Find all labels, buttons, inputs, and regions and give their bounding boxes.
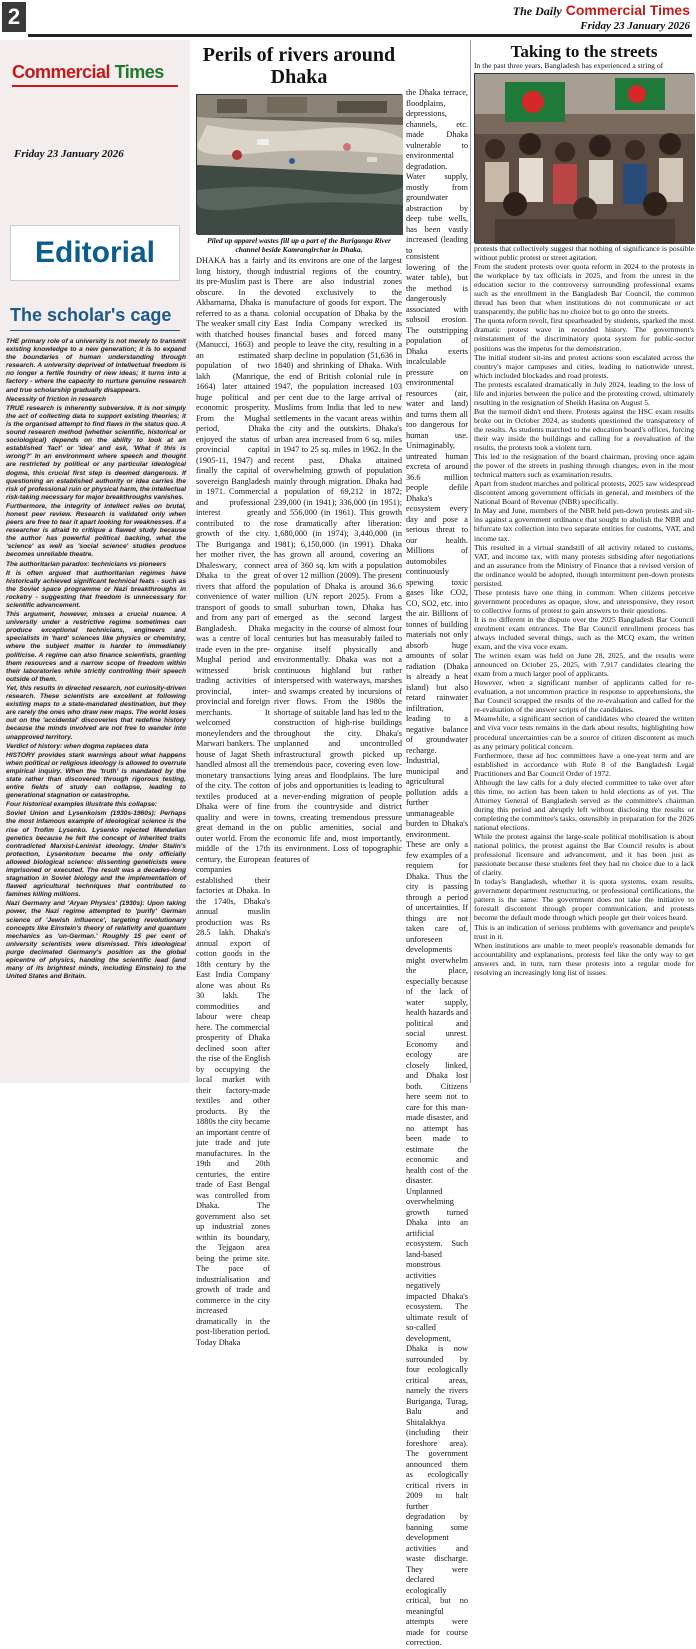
- header-rule: [28, 34, 692, 37]
- column-divider: [470, 40, 471, 1083]
- streets-paragraph: This led to the resignation of the board chairman, proving once again the power of the streets in pushing through changes, even in the most technical matters such as examination results.: [474, 452, 694, 480]
- logo-underline: [12, 85, 178, 87]
- streets-article-title: Taking to the streets: [510, 42, 658, 61]
- editorial-section-box: [10, 225, 180, 281]
- page-number: 2: [2, 2, 26, 32]
- streets-paragraph: This is an indication of serious problems with governance and people's trust in it.: [474, 922, 694, 941]
- river-photo-caption: Piled up apparel wastes fill up a part of the Buriganga River channel beside Kamrangirchar in Dhaka.: [207, 236, 391, 254]
- rivers-column-3-text: consistent lowering of the water table), but the method is dangerously associated with subsoil erosion. The outstripping population of Dhaka exerts incalculable pressure on environmental resources (air, water and land) and turns them all too dangerous for human use. Unimaginably, untreated human excreta of around 36.6 million people defile Dhaka's ecosystem every day and pose a serious threat to our health. Millions of automobiles continuously spewing toxic gases like CO2, CO, SO2, etc. into the air. Billions of tonnes of building materials not only absorb huge amounts of solar radiation (Dhaka is already a heat island) but also retard rainwater infiltration, leading to a negative balance of groundwater recharge. Industrial, municipal and agricultural pollution adds a further unmanageable burden to Dhaka's environment. These are only a few examples of a requiem for Dhaka. Thus the city is passing through a period of uncertainties. If things are not taken care of, unforeseen developments might overwhelm the place, especially because of the lack of water supply, health hazards and political and social unrest. Economy and ecology are closely linked, and Dhaka lost both. Citizens here seem not to care for this man-made disaster, and no attempt has been made to estimate the economic and health cost of the disaster. Unplanned overwhelming growth turned Dhaka into an artificial ecosystem. Such land-based monstrous activities negatively impacted Dhaka's ecosystem. The ultimate result of so-called development, Dhaka is now surrounded by four ecologically critical areas, namely the rivers Buriganga, Turag, Balu and Shitalakhya (including their foreshore area). The government announced them as ecologically critical rivers in 2009 to halt further degradation by banning some development activities and waste discharge. They were declared ecologically critical, but no meaningful attempts were made for course correction.: [406, 252, 468, 1647]
- editorial-paragraph: HISTORY provides stark warnings about what happens when political or religious ideology is allowed to overrule empirical inquiry. When the 'truth' is mandated by the state rather than discovered through rigorous testing, entire fields of study can collapse, leading to generational stagnation or catastrophe.: [6, 751, 186, 800]
- streets-paragraph: The written exam was held on June 28, 2025, and the results were announced on October 25, 2025, with 7,917 candidates clearing the exam from a much larger pool of applicants.: [474, 651, 694, 679]
- editorial-body: [6, 338, 186, 1108]
- logo-text-times: Times: [114, 62, 164, 82]
- rivers-intro-text: the Dhaka terrace, floodplains, depressions, channels, etc. made Dhaka vulnerable to environmental degradation. Water supply, mostly from groundwater abstraction by deep tube wells, has been vastly increased (leading to: [406, 88, 468, 255]
- editorial-subhead: Verdict of history: when dogma replaces data: [6, 742, 149, 750]
- streets-paragraph: The initial student sit-ins and protest actions soon escalated across the country's major campuses and cities, leading to nationwide unrest, which included blockades and road protests.: [474, 352, 694, 380]
- editorial-paragraph: It is often argued that authoritarian regimes have historically achieved significant technical feats - such as the Soviet space programme or Nazi breakthroughs in rocketry - suggesting that freedom is unnecessary for scientific advancement.: [6, 569, 186, 609]
- streets-paragraph: Meanwhile, a significant section of candidates who cleared the written and viva voce tests remains in the dark about results, highlighting how procedural uncertainties can be a source of citizen discontent as much as any primary political concern.: [474, 714, 694, 751]
- rivers-column-2: [274, 256, 402, 1078]
- editorial-subhead: Necessity of friction in research: [6, 395, 107, 403]
- streets-paragraph: Furthermore, these ad hoc committees have a one-year term and are established in accordance with Rule 8 of the Bangladesh Legal Practitioners and Bar Council Order of 1972.: [474, 750, 694, 778]
- river-waste-image: [197, 95, 403, 235]
- streets-paragraph: Although the law calls for a duly elected committee to take over after this time, no action has been taken to hold elections as of yet. The Attorney General of Bangladesh served as the committee's chairman during this period and abruptly left without disclosing the results or completing the committee's tasks, ostensibly in preparation for the 2026 national elections.: [474, 777, 694, 832]
- editorial-title-rule: [10, 330, 180, 331]
- masthead-brand: [513, 2, 690, 20]
- streets-paragraph: The protests escalated dramatically in July 2024, leading to the loss of life and injuries between the police and the protesting crowd, ultimately resulting in the resignation of Sheikh Hasina on August 5.: [474, 379, 694, 407]
- streets-intro: In the past three years, Bangladesh has experienced a string of: [474, 61, 664, 70]
- editorial-paragraph: Yet, this results in directed research, not curiosity-driven research. These scientists are excellent at following existing maps to a state-mandated destination, but they are rarely the ones who draw new maps. The world loses out on the 'accidental' discoveries that redefine history because the minds involved are not free to wander into unapproved territory.: [6, 684, 186, 741]
- streets-paragraph: The quota reform revolt, first spearheaded by students, sparked the most dramatic protest wave in recorded history. The government's reinstatement of the discriminatory quota system for public-sector positions was the impetus for the demonstration.: [474, 316, 694, 353]
- editorial-title: The scholar's cage: [10, 305, 172, 325]
- editorial-paragraph: Four historical examples illustrate this collapse:: [6, 801, 157, 809]
- protest-crowd-image: [475, 74, 695, 244]
- streets-article-body: [474, 244, 694, 1078]
- streets-paragraph: This resulted in a virtual standstill of all activity related to customs, VAT, and income tax, with many protests subsiding after negotiations and an assurance from the Ministry of Finance that a revised version of the ordinance would be adopted, though intermittent pen-down protests persisted.: [474, 542, 694, 588]
- editorial-subhead: The authoritarian paradox: technicians vs pioneers: [6, 560, 167, 568]
- editorial-paragraph: TRUE research is inherently subversive. It is not simply the act of collecting data to support existing theories; it is the organised attempt to find flaws in the status quo. A sound research method (whether scientific, historical or sociological) depends on the ability to look at an established 'fact' or 'idea' and ask, 'What if this is wrong?' In an environment where speech and thought are restricted by political or any particular ideological dogma, this crucial first step is deemed dangerous. If questioning an established authority or idea carries the risk of professional ruin or physical harm, the intellectual risk-taking necessary for major breakthroughs vanishes.: [6, 404, 186, 501]
- editorial-paragraph: Soviet Union and Lysenkoism (1930s-1960s): Perhaps the most infamous example of ideological science is the rise of Trofim Lysenko. Lysenko rejected Mendelian genetics because he felt the concept of inherited traits contradicted Marxist-Leninist ideology. Under Stalin's protection, Lysenkoism became the only officially allowed biological science: dissenting geneticists were imprisoned or executed. The result was a decades-long stagnation in Soviet biology and the implementation of flawed agricultural techniques that contributed to famines killing millions.: [6, 810, 186, 899]
- streets-paragraph: In today's Bangladesh, whether it is quota systems, exam results, government department restructuring, or professional certifications, the pattern is the same: The government does not take the initiative to forestall discontent through proper communication, and protests become the default mode through which people get their voices heard.: [474, 877, 694, 923]
- newspaper-logo: [12, 62, 178, 87]
- sidebar-date: Friday 23 January 2026: [14, 148, 124, 160]
- protest-photo: [474, 73, 694, 243]
- editorial-sidebar: [0, 40, 190, 1083]
- editorial-paragraph: Nazi Germany and 'Aryan Physics' (1930s): Upon taking power, the Nazi regime attempted to 'purify' German science of 'Jewish influence', targeting revolutionary concepts like Einstein's theory of relativity and quantum mechanics as 'un-German.' Roughly 15 per cent of university scientists were dismissed. This ideological purge decimated Germany's position as the global epicentre of physics, handing the scientific lead (and many of its brightest minds, including Einstein) to the United States and Britain.: [6, 900, 186, 981]
- streets-paragraph: protests that collectively suggest that nothing of significance is possible without public protest or street agitation.: [474, 244, 694, 263]
- rivers-column-1-text: DHAKA has a fairly long history, though its pre-Muslim past is obscure. In the Akbarnama, Dhaka is referred to as a thana. The weaker small city with thatched houses (Manucci, 1663) and an estimated population of two lakh (Manrique, 1664) later attained huge political and economic prosperity. From the Mughal period, Dhaka enjoyed the status of provincial capital (1905-11, 1947) and finally the capital of sovereign Bangladesh in 1971. Commercial and professional interest greatly contributed to the growth of the city. The Buriganga and her mother river, the Dhaleswary, connect Dhaka to the great rivers that afford the convenience of water transport of goods to and from any part of Bangladesh. Dhaka was a centre of local trade even in the pre-Mughal period and witnessed brisk trading activities of provincial, inter-provincial and foreign merchants. It welcomed moneylenders and the Marwari bankers. The house of Jagat Sheth handled almost all the monetary transactions of the city. The cotton textiles produced at Dhaka were of fine quality and were in great demand in the outer world. From the middle of the 17th century, the European companies established their factories at Dhaka. In the 1740s, Dhaka's annual muslin production was Rs 28.5 lakh. Dhaka's annual export of cotton goods in the 18th century by the East India Company alone was about Rs 30 lakh. The commodities and labour were cheap here. The commercial prosperity of Dhaka declined soon after the rise of the English by occupying the local market with their factory-made textiles and other products. By the 1880s the city became an important centre of jute trade and jute manufactures. In the 19th and 20th centuries, the entire trade of East Bengal was controlled from Dhaka. The government also set up industrial zones within its boundary, the Tejgaon area being the prime site. The pace of industrialisation and growth of trade and commerce in the city increased dramatically in the post-liberation period. Today Dhaka: [196, 256, 270, 1347]
- masthead-date: Friday 23 January 2026: [580, 20, 690, 32]
- editorial-paragraph: This argument, however, misses a crucial nuance. A university under a restrictive regime sometimes can produce exceptional technicians, engineers and specialists in 'hard' sciences like physics or chemistry, where the subject matter is harder to immediately politicise. A regime can also finance scientists, granting them resources and a narrow scope of freedom within their laboratories while strictly controlling their speech outside of them.: [6, 611, 186, 683]
- masthead-prefix: The Daily: [512, 4, 562, 18]
- river-waste-photo: [196, 94, 402, 234]
- rivers-column-3: [406, 252, 468, 1647]
- streets-paragraph: These protests have one thing in common: When citizens perceive government procedures as opaque, slow, and unresponsive, they resort to collective forms of protest to gain answers to their questions.: [474, 587, 694, 615]
- rivers-column-2-text: and its environs are one of the largest industrial regions of the country. There are also industrial zones devoted exclusively to the manufacture of goods for export. The colonial occupation of Dhaka by the East India Company wrecked its financial bases and forced many people to leave the city, resulting in a sharp decline in population (51,636 in 1840) and shrinking of Dhaka. With the end of British colonial rule in 1947, the population increased 103 per cent due to the large arrival of Muslims from India that led to new settlements in the vacant areas within the city and the outskirts. Dhaka's urban area increased from 6 sq. miles in 1947 to 25 sq. miles in 1962. In the recent past, Dhaka attained overwhelming growth of population mainly through migration. Dhaka had a population of 69,212 in 1872; 239,000 (in 1941); 336,000 (in 1951); and 556,000 (in 1961). This growth rose dramatically after liberation: 1,680,000 (in 1974); 3,440,000 (in 1981); 6,150,000 (in 1991). Dhaka has grown all around, covering an area of 360 sq. km with a population of over 12 million (2009). The present population of Dhaka is around 36.6 million (UN report 2025). From a small suburban town, Dhaka has emerged as the second largest megacity in the course of almost four centuries but has measurably failed to organise itself physically and environmentally. Dhaka was not a continuous highland but rather interspersed with waterways, marshes and swamps created by incursions of river flows. From the 1980s the shortage of suitable land has led to the construction of high-rise buildings throughout the city. Dhaka's unplanned and uncontrolled infrastructural growth picked up tremendous pace, covering even low-lying areas and floodplains. The lure of jobs and opportunities is leading to a never-ending migration of people from the countryside and district towns, creating tremendous pressure on public amenities, social and economic life and, most importantly, its environment. Loss of topographic features of: [274, 256, 402, 864]
- rivers-intro-column: [406, 88, 468, 255]
- logo-text-commercial: Commercial: [12, 62, 111, 82]
- masthead-name: Commercial Times: [565, 2, 690, 18]
- streets-paragraph: Apart from student marches and political protests, 2025 saw widespread discontent among government officials in general, and members of the National Board of Revenue (NBR) specifically.: [474, 479, 694, 507]
- streets-paragraph: While the protest against the large-scale political mobilisation is about national politics, the protest against the Bar Council results is about professional licensure and advancement, and it has been just as passionate because these students feel they had no choice due to a lack of clarity.: [474, 832, 694, 878]
- streets-paragraph: However, when a significant number of applicants called for re-evaluation, a not uncommon practice in response to apprehensions, the Bar Council scrapped the results of the re-evaluation and called for the re-evaluation of the answer scripts of the candidates.: [474, 678, 694, 715]
- streets-paragraph: From the student protests over quota reform in 2024 to the protests in the workplace by tax officials in 2025, and from the unrest in the education sector to the controversy surrounding professional exams such as the enrollment in the Bangladesh Bar Council, the common thread has been that when institutions do not communicate or act transparently, the public has no choice but to go onto the streets.: [474, 262, 694, 317]
- streets-paragraph: But the turmoil didn't end there. Protests against the HSC exam results broke out in October 2024, as students questioned the transparency of the results. As students marched to the education board's offices, forcing their way inside the buildings and calling for a reevaluation of the results, the protests took a violent turn.: [474, 406, 694, 453]
- streets-paragraph: In May and June, members of the NBR held pen-down protests and sit-ins against a government ordinance that sought to abolish the NBR and bifurcate tax collection into two separate entities for customs, VAT, and income tax.: [474, 506, 694, 543]
- streets-paragraph: When institutions are unable to meet people's reasonable demands for accountability and explanations, protests feel like the only way to get answers and, in turn, turn these protests into a regular mode for resolving an increasingly long list of issues.: [474, 940, 694, 977]
- editorial-paragraph: Furthermore, the integrity of intellect relies on brutal, honest peer review. Research is validated only when peers are free to tear it apart looking for weaknesses. If a researcher is afraid to critique a flawed study because the author has powerful political backing, what the 'science' as well as 'social science' studies produce becomes unreliable theatre.: [6, 502, 186, 559]
- rivers-column-1: [196, 256, 270, 1347]
- editorial-paragraph: THE primary role of a university is not merely to transmit existing knowledge to a new generation; it is to expand the boundaries of human understanding through research. A university deprived of intellectual freedom is no longer a fertile foundry of new ideas; it turns into a factory - where the capacity to nurture genuine research and true scholarship gradually disappears.: [6, 338, 186, 394]
- editorial-label: Editorial: [34, 236, 155, 269]
- rivers-article-title: Perils of rivers around Dhaka: [202, 44, 396, 88]
- streets-paragraph: It is no different in the dispute over the 2025 Bangladesh Bar Council enrolment exam entrances. The Bar Council enrollment process has always included several things, such as the MCQ exam, the written exam, and the viva voce exam.: [474, 614, 694, 652]
